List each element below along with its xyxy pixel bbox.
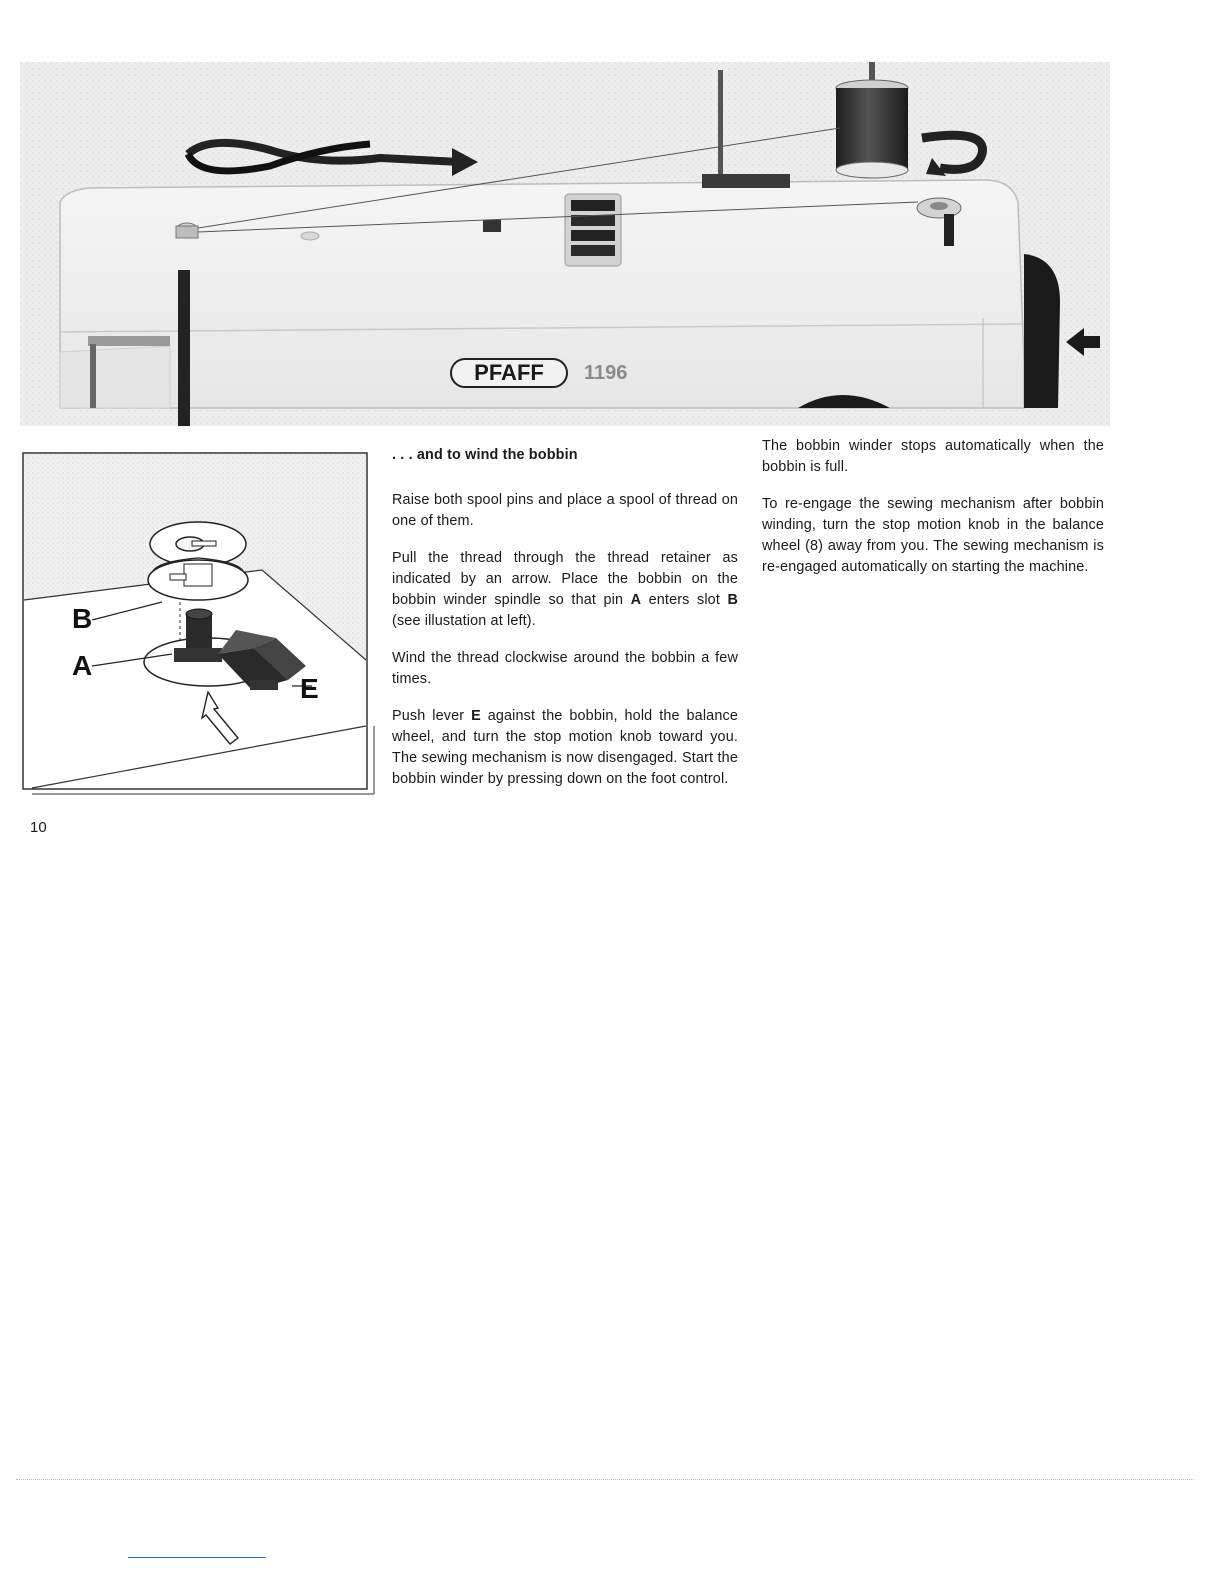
section-heading: . . . and to wind the bobbin (392, 447, 578, 463)
paragraph-raise-spool-pins: Raise both spool pins and place a spool of thread on one of them. (392, 492, 738, 529)
footer-link-underline (128, 1557, 266, 1558)
model-number: 1196 (584, 362, 628, 384)
instructions-column-middle (392, 445, 738, 806)
paragraph-re-engage: To re-engage the sewing mechanism after bobbin winding, turn the stop motion knob in the balance wheel (8) away from you. The sewing mechanism is re-engaged automatically on starting the machine. (762, 496, 1104, 575)
brand-badge (450, 358, 568, 388)
label-a: A (72, 650, 93, 681)
label-b: B (72, 603, 93, 634)
paragraph-push-lever: Push lever E against the bobbin, hold the balance wheel, and turn the stop motion knob toward you. The sewing mechanism is now disengaged. Start the bobbin winder by pressing down on the foot control. (392, 708, 738, 787)
brand-name: PFAFF (474, 360, 544, 385)
instructions-column-right (762, 436, 1104, 594)
page-number: 10 (30, 819, 47, 836)
paragraph-wind-thread: Wind the thread clockwise around the bobbin a few times. (392, 650, 738, 687)
label-e: E (300, 673, 319, 704)
footer-divider (16, 1479, 1194, 1480)
paragraph-pull-thread: Pull the thread through the thread retainer as indicated by an arrow. Place the bobbin on the bobbin winder spindle so that pin A enters slot B (see illustation at left). (392, 550, 738, 629)
paragraph-winder-stops: The bobbin winder stops automatically when the bobbin is full. (762, 438, 1104, 475)
